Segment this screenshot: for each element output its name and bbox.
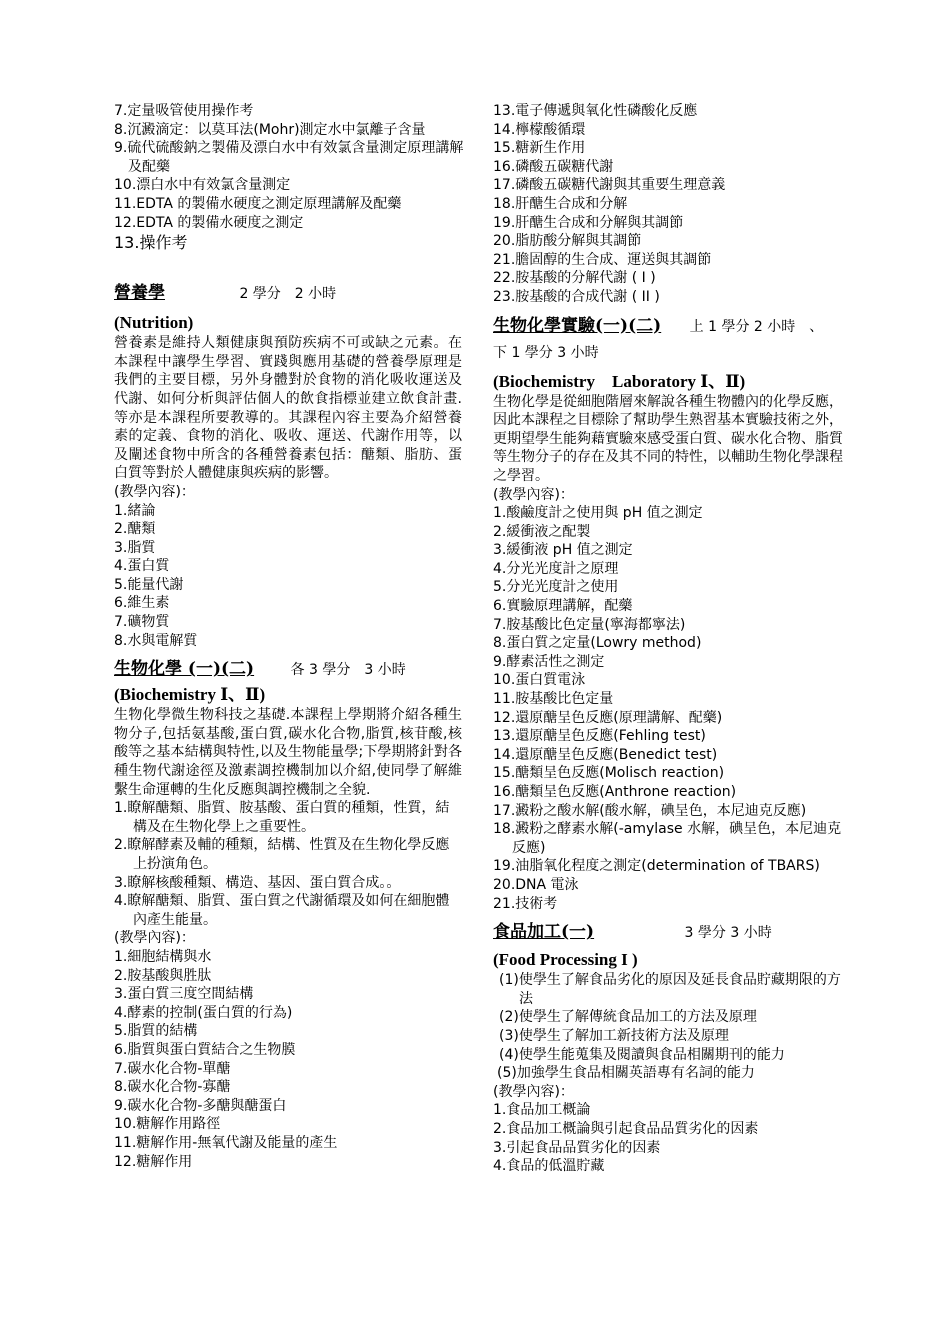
list-item: 9.碳水化合物-多醣與醣蛋白 [114, 1097, 287, 1114]
list-item: 12.糖解作用 [114, 1153, 193, 1170]
list-item: 2.胺基酸與胜肽 [114, 967, 212, 984]
list-item: (2)使學生了解傳統食品加工的方法及原理 [499, 1009, 757, 1026]
list-item: 4.食品的低溫貯藏 [493, 1158, 605, 1175]
section-title: 生物化學 (一)(二) [114, 659, 255, 680]
list-item: 1.酸鹼度計之使用與 pH 值之測定 [493, 505, 703, 522]
section-english-title: (Nutrition) [114, 313, 194, 333]
section-heading [114, 280, 462, 306]
list-item: 2.醣類 [114, 521, 156, 538]
list-item: 19.肝醣生合成和分解與其調節 [493, 214, 684, 231]
list-item: 1.食品加工概論 [493, 1102, 591, 1119]
section-description: 營養素是維持人類健康與預防疾病不可或缺之元素。在本課程中讓學生學習、實踐與應用基礎的營養學原理是我們的主要目標，另外身體對於食物的消化吸收運送及代謝、如何分析與評估個人的飲食指標並建立飲食計畫.等亦是本課程所要教導的。其課程內容主要為介紹營養素的定義、食物的消化、吸收、運送、代謝作用等，以及闡述食物中所含的各種營養素包括：醣類、脂肪、蛋白質等對於人體健康與疾病的影響。 [114, 335, 462, 482]
list-item: 5.能量代謝 [114, 576, 184, 593]
list-item: 13.操作考 [114, 233, 188, 253]
list-item: 12.EDTA 的製備水硬度之測定 [114, 214, 304, 231]
list-item: 14.檸檬酸循環 [493, 121, 586, 138]
list-item: 17.磷酸五碳糖代謝與其重要生理意義 [493, 177, 726, 194]
list-item: 1.瞭解醣類、脂質、胺基酸、蛋白質的種類，性質，結構及在生物化學上之重要性。 [114, 800, 450, 835]
list-item: 2.食品加工概論與引起食品品質劣化的因素 [493, 1120, 759, 1137]
right-column [493, 102, 843, 1176]
list-item: 9.硫代硫酸鈉之製備及漂白水中有效氯含量測定原理講解及配藥 [114, 140, 464, 175]
list-item: 3.引起食品品質劣化的因素 [493, 1139, 661, 1156]
list-item: 16.磷酸五碳糖代謝 [493, 158, 614, 175]
list-item: 14.還原醣呈色反應(Benedict test) [493, 746, 718, 763]
list-item: 6.維生素 [114, 595, 170, 612]
list-item: 23.胺基酸的合成代謝 ( II ) [493, 288, 660, 305]
list-item: 20.DNA 電泳 [493, 876, 579, 893]
list-item: 7.碳水化合物-單醣 [114, 1060, 231, 1077]
left-column [114, 102, 462, 1171]
section-description: 生物化學微生物科技之基礎.本課程上學期將介紹各種生物分子,包括氨基酸,蛋白質,碳水化合物,脂質,核苷酸,核酸等之基本結構與特性,以及生物能量學;下學期將針對各種生物代謝途徑及激素調控機制加以介紹,使同學了解維繫生命運轉的生化反應與調控機制之全貌. [114, 707, 462, 798]
section-meta: 3 學分 3 小時 [684, 925, 772, 942]
list-item: 19.油脂氧化程度之測定(determination of TBARS) [493, 858, 820, 875]
list-item: 21.膽固醇的生合成、運送與其調節 [493, 251, 712, 268]
list-item: 11.糖解作用-無氧代謝及能量的產生 [114, 1134, 338, 1151]
list-item: 13.還原醣呈色反應(Fehling test) [493, 728, 706, 745]
section-english-title: (Biochemistry Laboratory Ⅰ、Ⅱ) [493, 371, 746, 391]
list-item: 7.礦物質 [114, 614, 170, 631]
section-description: 生物化學是從細胞階層來解說各種生物體內的化學反應，因此本課程之目標除了幫助學生熟習基本實驗技術之外，更期望學生能夠藉實驗來感受蛋白質、碳水化合物、脂質等生物分子的存在及其不同的特性，以輔助生物化學課程之學習。 [493, 393, 843, 484]
content-label: (教學內容)： [114, 930, 195, 947]
list-item: 12.還原醣呈色反應(原理講解、配藥) [493, 709, 723, 726]
list-item: 10.糖解作用路徑 [114, 1116, 221, 1133]
list-item: 6.脂質與蛋白質結合之生物膜 [114, 1041, 296, 1058]
list-item: 10.蛋白質電泳 [493, 672, 586, 689]
section-heading [493, 313, 843, 339]
list-item: 7.胺基酸比色定量(寧海都寧法) [493, 616, 686, 633]
content-label: (教學內容)： [493, 1083, 574, 1100]
section-english-title: (Food Processing I ) [493, 950, 638, 970]
content-label: (教學內容)： [114, 483, 195, 500]
section-title: 生物化學實驗(一)(二) [493, 315, 662, 336]
list-item: 4.瞭解醣類、脂質、蛋白質之代謝循環及如何在細胞體內產生能量。 [114, 893, 450, 928]
section-meta: 2 學分 2 小時 [239, 286, 337, 303]
list-item: 18.澱粉之酵素水解(-amylase 水解，碘呈色，本尼迪克反應) [493, 821, 842, 856]
section-heading [114, 656, 462, 682]
list-item: 8.沉澱滴定：以莫耳法(Mohr)測定水中氯離子含量 [114, 121, 426, 138]
list-item: 8.水與電解質 [114, 632, 198, 649]
list-item: 8.碳水化合物-寡醣 [114, 1079, 231, 1096]
list-item: (5)加強學生食品相關英語專有名詞的能力 [497, 1065, 755, 1082]
list-item: 1.細胞結構與水 [114, 948, 212, 965]
list-item: 7.定量吸管使用操作考 [114, 103, 254, 119]
list-item: 9.酵素活性之測定 [493, 653, 605, 670]
list-item: 22.胺基酸的分解代謝 ( I ) [493, 270, 656, 287]
section-meta-continued: 下 1 學分 3 小時 [493, 344, 599, 361]
list-item: 6.實驗原理講解，配藥 [493, 598, 633, 615]
list-item: 4.酵素的控制(蛋白質的行為) [114, 1004, 293, 1021]
section-meta: 各 3 學分 3 小時 [290, 662, 406, 679]
list-item: 11.EDTA 的製備水硬度之測定原理講解及配藥 [114, 195, 402, 212]
list-item: 3.緩衝液 pH 值之測定 [493, 542, 633, 559]
list-item: 1.緒論 [114, 502, 156, 519]
list-item: 18.肝醣生合成和分解 [493, 195, 628, 212]
list-item: 15.糖新生作用 [493, 140, 586, 157]
list-item: (1)使學生了解食品劣化的原因及延長食品貯藏期限的方法 [499, 972, 841, 1007]
list-item: 21.技術考 [493, 895, 558, 912]
list-item: 5.脂質的結構 [114, 1023, 198, 1040]
list-item: (3)使學生了解加工新技術方法及原理 [499, 1027, 729, 1044]
list-item: 11.胺基酸比色定量 [493, 691, 614, 708]
list-item: 2.瞭解酵素及輔的種類，結構、性質及在生物化學反應上扮演角色。 [114, 837, 450, 872]
list-item: 13.電子傳遞與氧化性磷酸化反應 [493, 103, 698, 119]
list-item: 17.澱粉之酸水解(酸水解，碘呈色，本尼迪克反應) [493, 802, 807, 819]
list-item: 15.醣類呈色反應(Molisch reaction) [493, 765, 725, 782]
list-item: 16.醣類呈色反應(Anthrone reaction) [493, 784, 737, 800]
section-title: 食品加工(一) [493, 922, 595, 943]
list-item: 3.脂質 [114, 539, 156, 556]
section-meta: 上 1 學分 2 小時 、 [689, 318, 824, 335]
content-label: (教學內容)： [493, 486, 574, 503]
list-item: (4)使學生能蒐集及閱讀與食品相關期刊的能力 [499, 1046, 785, 1063]
section-title: 營養學 [114, 283, 165, 304]
list-item: 8.蛋白質之定量(Lowry method) [493, 635, 702, 652]
list-item: 10.漂白水中有效氯含量測定 [114, 177, 291, 194]
list-item: 3.蛋白質三度空間結構 [114, 986, 254, 1003]
list-item: 5.分光光度計之使用 [493, 579, 619, 596]
list-item: 4.蛋白質 [114, 558, 170, 575]
section-heading [493, 919, 843, 945]
list-item: 4.分光光度計之原理 [493, 560, 619, 577]
list-item: 20.脂肪酸分解與其調節 [493, 233, 642, 250]
list-item: 2.緩衝液之配製 [493, 523, 591, 540]
section-english-title: (Biochemistry Ⅰ、Ⅱ) [114, 685, 266, 705]
list-item: 3.瞭解核酸種類、構造、基因、蛋白質合成。。 [114, 874, 401, 891]
